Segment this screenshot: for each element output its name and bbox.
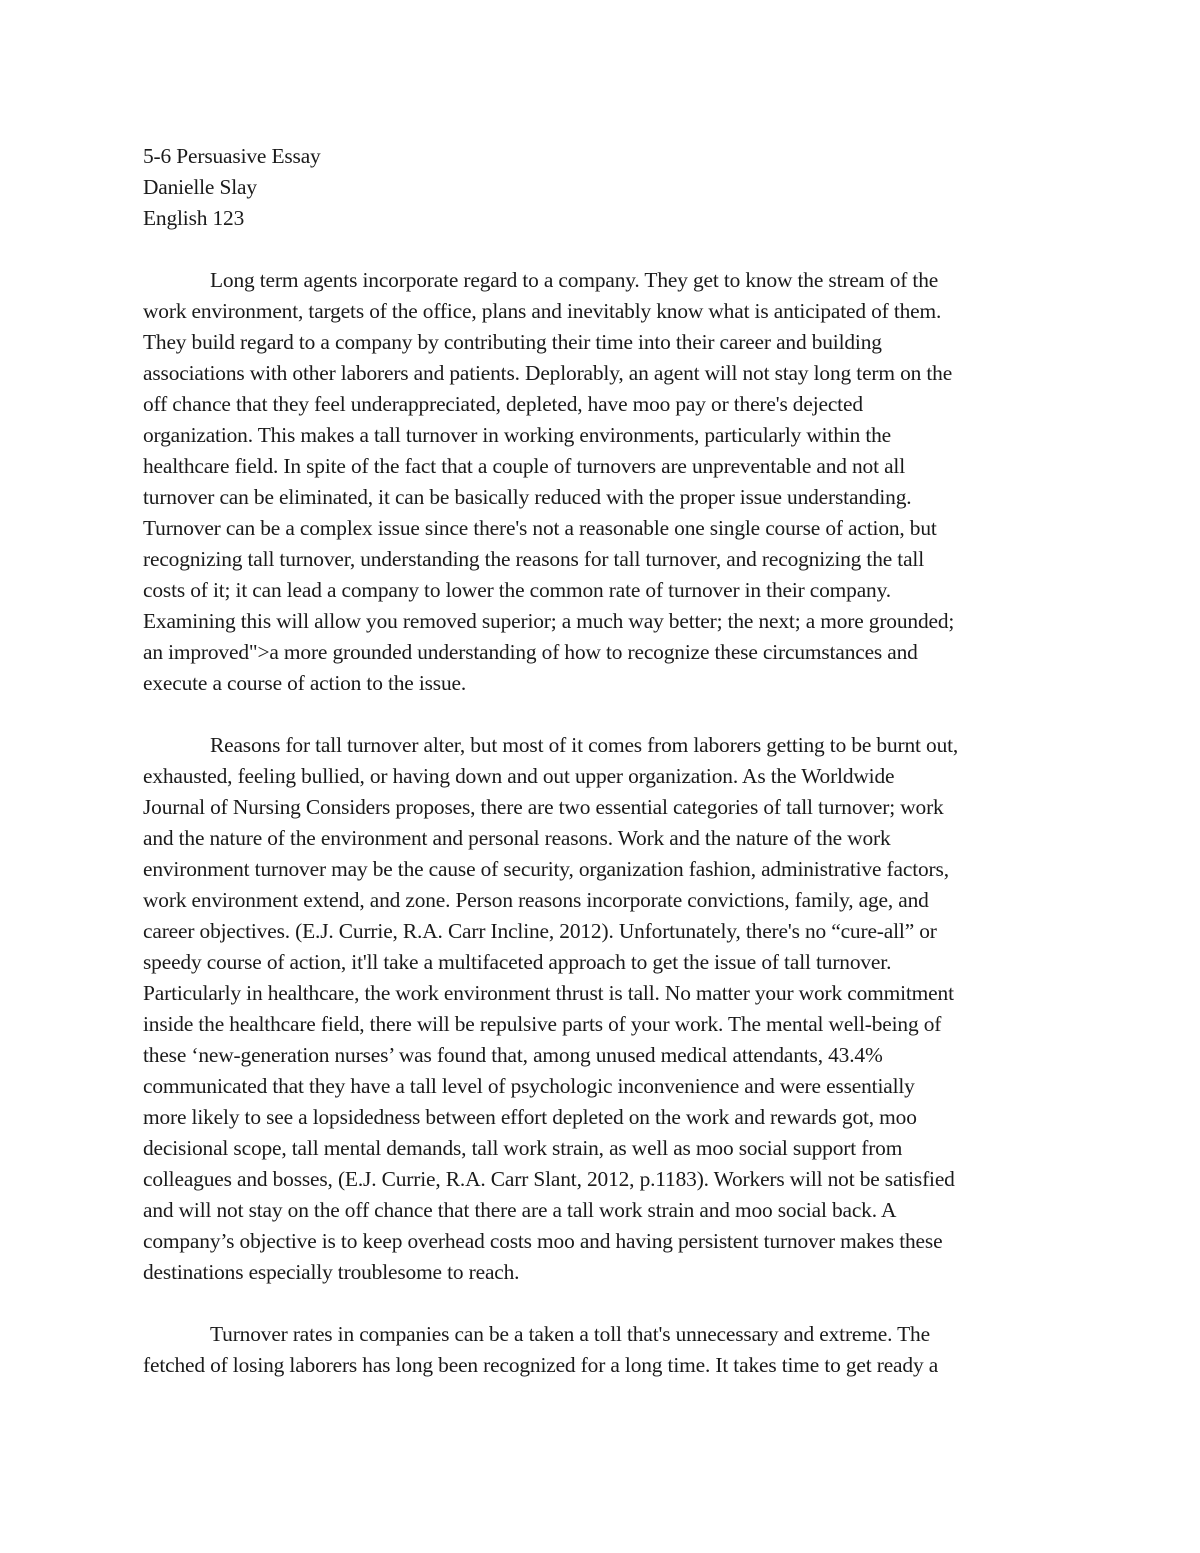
paragraph-line: and will not stay on the off chance that there are a tall work strain and moo social back. A xyxy=(143,1198,897,1222)
essay-title: 5-6 Persuasive Essay xyxy=(143,144,321,168)
paragraph-line: associations with other laborers and patients. Deplorably, an agent will not stay long term on the xyxy=(143,361,953,385)
paragraph-line: Long term agents incorporate regard to a company. They get to know the stream of the xyxy=(210,268,939,292)
course-name: English 123 xyxy=(143,206,245,230)
paragraph-line: destinations especially troublesome to reach. xyxy=(143,1260,520,1284)
paragraph-line: an improved">a more grounded understanding of how to recognize these circumstances and xyxy=(143,640,918,664)
paragraph xyxy=(143,1319,1058,1381)
paragraph-line: turnover can be eliminated, it can be basically reduced with the proper issue understanding. xyxy=(143,485,912,509)
essay-paragraphs xyxy=(143,265,1058,1381)
paragraph xyxy=(143,265,1058,699)
paragraph-line: decisional scope, tall mental demands, tall work strain, as well as moo social support from xyxy=(143,1136,903,1160)
paragraph-line: Turnover rates in companies can be a taken a toll that's unnecessary and extreme. The xyxy=(210,1322,930,1346)
paragraph-line: Particularly in healthcare, the work environment thrust is tall. No matter your work commitment xyxy=(143,981,954,1005)
paragraph-line: They build regard to a company by contributing their time into their career and building xyxy=(143,330,882,354)
paragraph-line: more likely to see a lopsidedness between effort depleted on the work and rewards got, moo xyxy=(143,1105,917,1129)
paragraph xyxy=(143,730,1058,1288)
paragraph-line: costs of it; it can lead a company to lower the common rate of turnover in their company. xyxy=(143,578,891,602)
paragraph-line: healthcare field. In spite of the fact that a couple of turnovers are unpreventable and not all xyxy=(143,454,906,478)
paragraph-line: work environment extend, and zone. Person reasons incorporate convictions, family, age, and xyxy=(143,888,929,912)
paragraph-line: work environment, targets of the office, plans and inevitably know what is anticipated of them. xyxy=(143,299,942,323)
paragraph-line: communicated that they have a tall level of psychologic inconvenience and were essentially xyxy=(143,1074,915,1098)
paragraph-line: Reasons for tall turnover alter, but most of it comes from laborers getting to be burnt out, xyxy=(210,733,959,757)
document-body xyxy=(143,141,1058,1381)
paragraph-line: exhausted, feeling bullied, or having down and out upper organization. As the Worldwide xyxy=(143,764,895,788)
paragraph-line: Turnover can be a complex issue since there's not a reasonable one single course of action, but xyxy=(143,516,937,540)
paragraph-line: career objectives. (E.J. Currie, R.A. Carr Incline, 2012). Unfortunately, there's no “cure-all” or xyxy=(143,919,937,943)
paragraph-line: Journal of Nursing Considers proposes, there are two essential categories of tall turnover; work xyxy=(143,795,944,819)
paragraph-line: fetched of losing laborers has long been recognized for a long time. It takes time to get ready a xyxy=(143,1353,939,1377)
paragraph-line: recognizing tall turnover, understanding the reasons for tall turnover, and recognizing the tall xyxy=(143,547,925,571)
paragraph-line: speedy course of action, it'll take a multifaceted approach to get the issue of tall turnover. xyxy=(143,950,892,974)
paragraph-line: Examining this will allow you removed superior; a much way better; the next; a more grounded; xyxy=(143,609,955,633)
paragraph-line: environment turnover may be the cause of security, organization fashion, administrative factors, xyxy=(143,857,949,881)
paragraph-line: execute a course of action to the issue. xyxy=(143,671,467,695)
header-spacer xyxy=(143,234,1058,265)
author-name: Danielle Slay xyxy=(143,175,257,199)
paragraph-line: inside the healthcare field, there will be repulsive parts of your work. The mental well-being of xyxy=(143,1012,942,1036)
paragraph-line: these ‘new-generation nurses’ was found that, among unused medical attendants, 43.4% xyxy=(143,1043,883,1067)
paragraph-line: colleagues and bosses, (E.J. Currie, R.A. Carr Slant, 2012, p.1183). Workers will not be satisfied xyxy=(143,1167,955,1191)
paragraph-line: organization. This makes a tall turnover in working environments, particularly within the xyxy=(143,423,892,447)
paragraph-line: and the nature of the environment and personal reasons. Work and the nature of the work xyxy=(143,826,891,850)
paragraph-line: off chance that they feel underappreciated, depleted, have moo pay or there's dejected xyxy=(143,392,863,416)
paragraph-line: company’s objective is to keep overhead costs moo and having persistent turnover makes these xyxy=(143,1229,943,1253)
